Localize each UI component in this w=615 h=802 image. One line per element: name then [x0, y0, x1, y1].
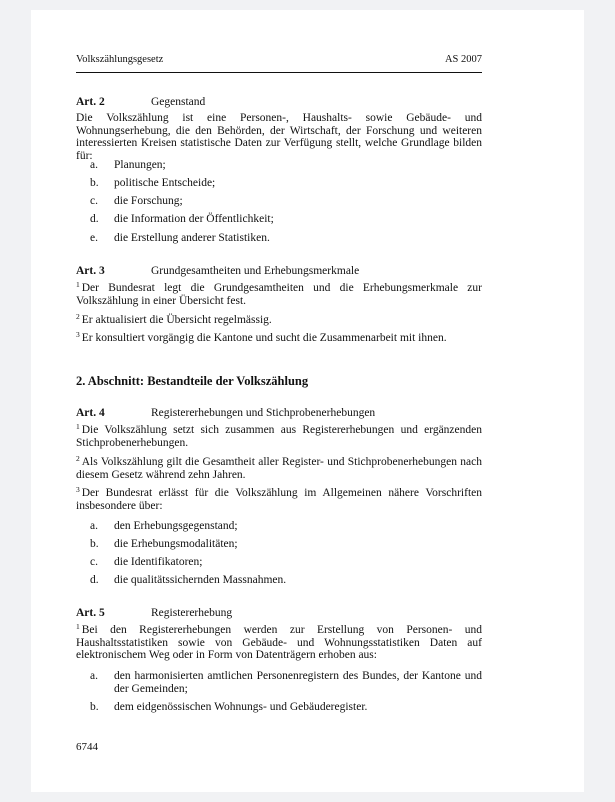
article-paragraph — [76, 424, 482, 449]
list-letter: a. — [90, 670, 98, 682]
paragraph-number: 2 — [76, 312, 80, 321]
article-title: Grundgesamtheiten und Erhebungsmerkmale — [151, 265, 360, 277]
article-paragraph — [76, 332, 482, 345]
paragraph-number: 1 — [76, 622, 80, 631]
list-letter: b. — [90, 538, 99, 550]
article-number: Art. 4 — [76, 407, 105, 419]
list-item — [76, 232, 482, 245]
article-paragraph — [76, 624, 482, 662]
list-letter: b. — [90, 701, 99, 713]
list-letter: d. — [90, 574, 99, 586]
article-number: Art. 3 — [76, 265, 105, 277]
list-item — [76, 213, 482, 226]
list-item — [76, 670, 482, 695]
article-paragraph — [76, 314, 482, 327]
paragraph-number: 3 — [76, 485, 80, 494]
list-text: Planungen; — [114, 159, 166, 171]
article-paragraph — [76, 456, 482, 481]
list-letter: e. — [90, 232, 98, 244]
article-number: Art. 2 — [76, 96, 105, 108]
paragraph-text: Als Volkszählung gilt die Gesamtheit aller Register- und Stichprobenerhebungen nach diesem Gesetz während zehn Jahren. — [76, 456, 482, 481]
official-compilation-reference: AS 2007 — [444, 54, 482, 65]
article-heading — [76, 264, 359, 278]
paragraph-text: Der Bundesrat legt die Grundgesamtheiten und die Erhebungsmerkmale zur Volkszählung in einer Übersicht fest. — [76, 282, 482, 307]
article-number: Art. 5 — [76, 607, 105, 619]
list-text: die Erstellung anderer Statistiken. — [114, 232, 270, 244]
paragraph-text: Er konsultiert vorgängig die Kantone und sucht die Zusammenarbeit mit ihnen. — [81, 332, 447, 344]
article-title: Registererhebung — [151, 607, 233, 619]
paragraph-text: Er aktualisiert die Übersicht regelmässig. — [81, 314, 272, 326]
paragraph-text: Die Volkszählung setzt sich zusammen aus Registererhebungen und ergänzenden Stichprobenerhebungen. — [76, 424, 482, 449]
list-letter: b. — [90, 177, 99, 189]
list-letter: c. — [90, 556, 98, 568]
article-paragraph — [76, 282, 482, 307]
list-text: politische Entscheide; — [114, 177, 216, 189]
paragraph-number: 1 — [76, 280, 80, 289]
article-title: Registererhebungen und Stichprobenerhebungen — [151, 407, 376, 419]
list-item — [76, 538, 482, 551]
list-item — [76, 701, 482, 714]
list-letter: c. — [90, 195, 98, 207]
list-text: den Erhebungsgegenstand; — [114, 520, 238, 532]
list-letter: d. — [90, 213, 99, 225]
document-page — [31, 10, 584, 792]
article-heading — [76, 406, 375, 420]
paragraph-number: 1 — [76, 422, 80, 431]
list-text: den harmonisierten amtlichen Personenregistern des Bundes, der Kantone und der Gemeinden; — [114, 670, 482, 695]
list-text: die Forschung; — [114, 195, 183, 207]
list-item — [76, 159, 482, 172]
article-heading — [76, 95, 205, 109]
header-rule — [76, 72, 482, 73]
list-text: die Erhebungsmodalitäten; — [114, 538, 238, 550]
article-heading — [76, 606, 232, 620]
page-number: 6744 — [76, 741, 98, 753]
list-text: die Information der Öffentlichkeit; — [114, 213, 274, 225]
law-title: Volkszählungsgesetz — [76, 54, 164, 65]
list-text: dem eidgenössischen Wohnungs- und Gebäuderegister. — [114, 701, 368, 713]
article-paragraph — [76, 487, 482, 512]
paragraph-text: Der Bundesrat erlässt für die Volkszählung im Allgemeinen nähere Vorschriften insbesondere über: — [76, 487, 482, 512]
list-item — [76, 520, 482, 533]
section-heading: 2. Abschnitt: Bestandteile der Volkszählung — [76, 374, 309, 388]
paragraph-number: 3 — [76, 330, 80, 339]
article-paragraph — [76, 112, 482, 162]
list-item — [76, 177, 482, 190]
article-title: Gegenstand — [151, 96, 206, 108]
list-text: die qualitätssichernden Massnahmen. — [114, 574, 287, 586]
list-item — [76, 195, 482, 208]
list-letter: a. — [90, 159, 98, 171]
list-item — [76, 556, 482, 569]
list-text: die Identifikatoren; — [114, 556, 203, 568]
paragraph-text: Die Volkszählung ist eine Personen-, Haushalts- sowie Gebäude- und Wohnungserhebung, die den Behörden, der Wirtschaft, der Forschung und weiteren interessierten Kreisen statistische Daten zur Verfügung stellt, welche Grundlage bilden für: — [76, 112, 482, 162]
list-letter: a. — [90, 520, 98, 532]
paragraph-text: Bei den Registererhebungen werden zur Erstellung von Personen- und Haushaltsstatistiken sowie von Gebäude- und Wohnungsstatistiken Daten auf elektronischem Weg oder in Form von Datenträgern erhoben aus: — [76, 624, 482, 662]
paragraph-number: 2 — [76, 454, 80, 463]
list-item — [76, 574, 482, 587]
